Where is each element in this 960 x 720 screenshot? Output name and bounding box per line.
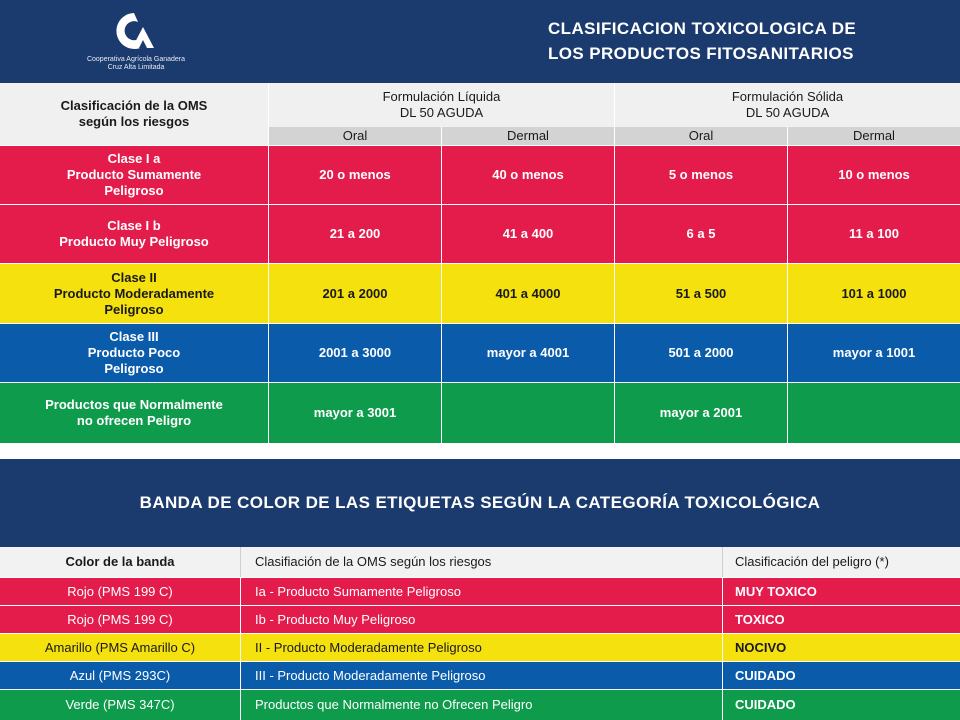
table-row-clase-ii [0,263,960,323]
header-oms-line1: Clasificación de la OMS [60,98,208,113]
header-band-color: Color de la banda [65,554,175,569]
value-solid-oral: 501 a 2000 [614,323,787,382]
band-color: Azul (PMS 293C) [69,667,171,683]
value-solid-dermal: mayor a 1001 [787,323,960,382]
value-liquid-dermal: 401 a 4000 [441,263,614,323]
logo-text-line2: Cruz Alta Limitada [107,64,165,71]
header-liquid-formulation [268,83,614,127]
value-liquid-dermal: mayor a 4001 [441,323,614,382]
value-solid-oral: 6 a 5 [614,204,787,263]
row-label-line2: Producto Sumamente [66,167,202,182]
row-label-line3: Peligroso [104,361,164,376]
table-row-yellow [0,633,960,661]
band-color: Amarillo (PMS Amarillo C) [44,639,196,655]
toxicity-table [0,83,960,443]
header-oms-classification [0,83,268,145]
value-liquid-dermal [441,382,614,443]
value-solid-dermal: 10 o menos [787,145,960,204]
row-label-line2: no ofrecen Peligro [76,413,192,428]
row-label [0,263,268,323]
oms-risk: III - Producto Moderadamente Peligroso [240,662,722,689]
value-solid-dermal: 101 a 1000 [787,263,960,323]
band-color: Verde (PMS 347C) [65,697,175,712]
row-label-line3: Peligroso [104,301,164,317]
value-solid-dermal: 11 a 100 [787,204,960,263]
value-liquid-oral: mayor a 3001 [268,382,441,443]
row-label-line3: Peligroso [104,183,164,198]
row-label [0,145,268,204]
header-hazard-classification: Clasificación del peligro (*) [722,547,960,577]
oms-risk: Ib - Producto Muy Peligroso [240,606,722,633]
subheader-liquid-dermal: Dermal [441,127,614,145]
value-liquid-oral: 21 a 200 [268,204,441,263]
header-oms-line2: según los riesgos [78,114,190,129]
oms-risk: II - Producto Moderadamente Peligroso [240,634,722,661]
row-label-line2: Producto Moderadamente [53,285,215,301]
logo-text-line1: Cooperativa Agrícola Ganadera [86,56,186,63]
value-solid-oral: 5 o menos [614,145,787,204]
hazard-label: CUIDADO [722,662,960,689]
color-band-section-header [0,459,960,547]
value-solid-dermal [787,382,960,443]
band-color: Rojo (PMS 199 C) [67,583,173,599]
logo-icon [110,10,162,52]
row-label-line1: Clase III [109,329,159,344]
table-row-clase-ib [0,204,960,263]
header-solid-line2: DL 50 AGUDA [745,105,830,120]
value-liquid-oral: 201 a 2000 [268,263,441,323]
subheader-liquid-oral: Oral [268,127,441,145]
subheader-solid-dermal: Dermal [787,127,960,145]
subheader-solid-oral: Oral [614,127,787,145]
table-row-blue [0,661,960,689]
hazard-label: MUY TOXICO [722,578,960,605]
row-label-line2: Producto Muy Peligroso [59,234,209,249]
row-label-line1: Clase I a [107,151,161,166]
page-title [548,16,856,66]
band-color: Rojo (PMS 199 C) [67,611,173,627]
value-solid-oral: mayor a 2001 [614,382,787,443]
row-label [0,382,268,443]
cooperative-logo [66,10,206,76]
page-title-line1: CLASIFICACION TOXICOLOGICA DE [548,19,857,38]
table-row-red-ia [0,577,960,605]
hazard-label: NOCIVO [722,634,960,661]
row-label [0,323,268,382]
table-row-sin-peligro [0,382,960,443]
oms-risk: Productos que Normalmente no Ofrecen Peligro [240,690,722,720]
page-header [0,0,960,83]
hazard-label: TOXICO [722,606,960,633]
page-title-line2: LOS PRODUCTOS FITOSANITARIOS [548,44,854,63]
header-liquid-line2: DL 50 AGUDA [399,105,484,120]
color-band-table-header [0,547,960,577]
header-oms-risk: Clasifiación de la OMS según los riesgos [240,547,722,577]
table-row-clase-iii [0,323,960,382]
row-label-line2: Producto Poco [87,345,181,360]
header-solid-line1: Formulación Sólida [731,89,844,104]
table-row-clase-ia [0,145,960,204]
value-liquid-oral: 2001 a 3000 [268,323,441,382]
table-row-red-ib [0,605,960,633]
value-liquid-dermal: 40 o menos [441,145,614,204]
value-solid-oral: 51 a 500 [614,263,787,323]
row-label-line1: Clase II [111,269,157,285]
toxicity-table-header [0,83,960,145]
oms-risk: Ia - Producto Sumamente Peligroso [240,578,722,605]
row-label-line1: Clase I b [107,218,161,233]
header-liquid-line1: Formulación Líquida [382,89,501,104]
color-band-table [0,547,960,720]
value-liquid-dermal: 41 a 400 [441,204,614,263]
table-row-green [0,689,960,720]
hazard-label: CUIDADO [722,690,960,720]
row-label-line1: Productos que Normalmente [45,397,223,412]
row-label [0,204,268,263]
section-title: BANDA DE COLOR DE LAS ETIQUETAS SEGÚN LA CATEGORÍA TOXICOLÓGICA [139,493,821,512]
header-solid-formulation [614,83,960,127]
value-liquid-oral: 20 o menos [268,145,441,204]
